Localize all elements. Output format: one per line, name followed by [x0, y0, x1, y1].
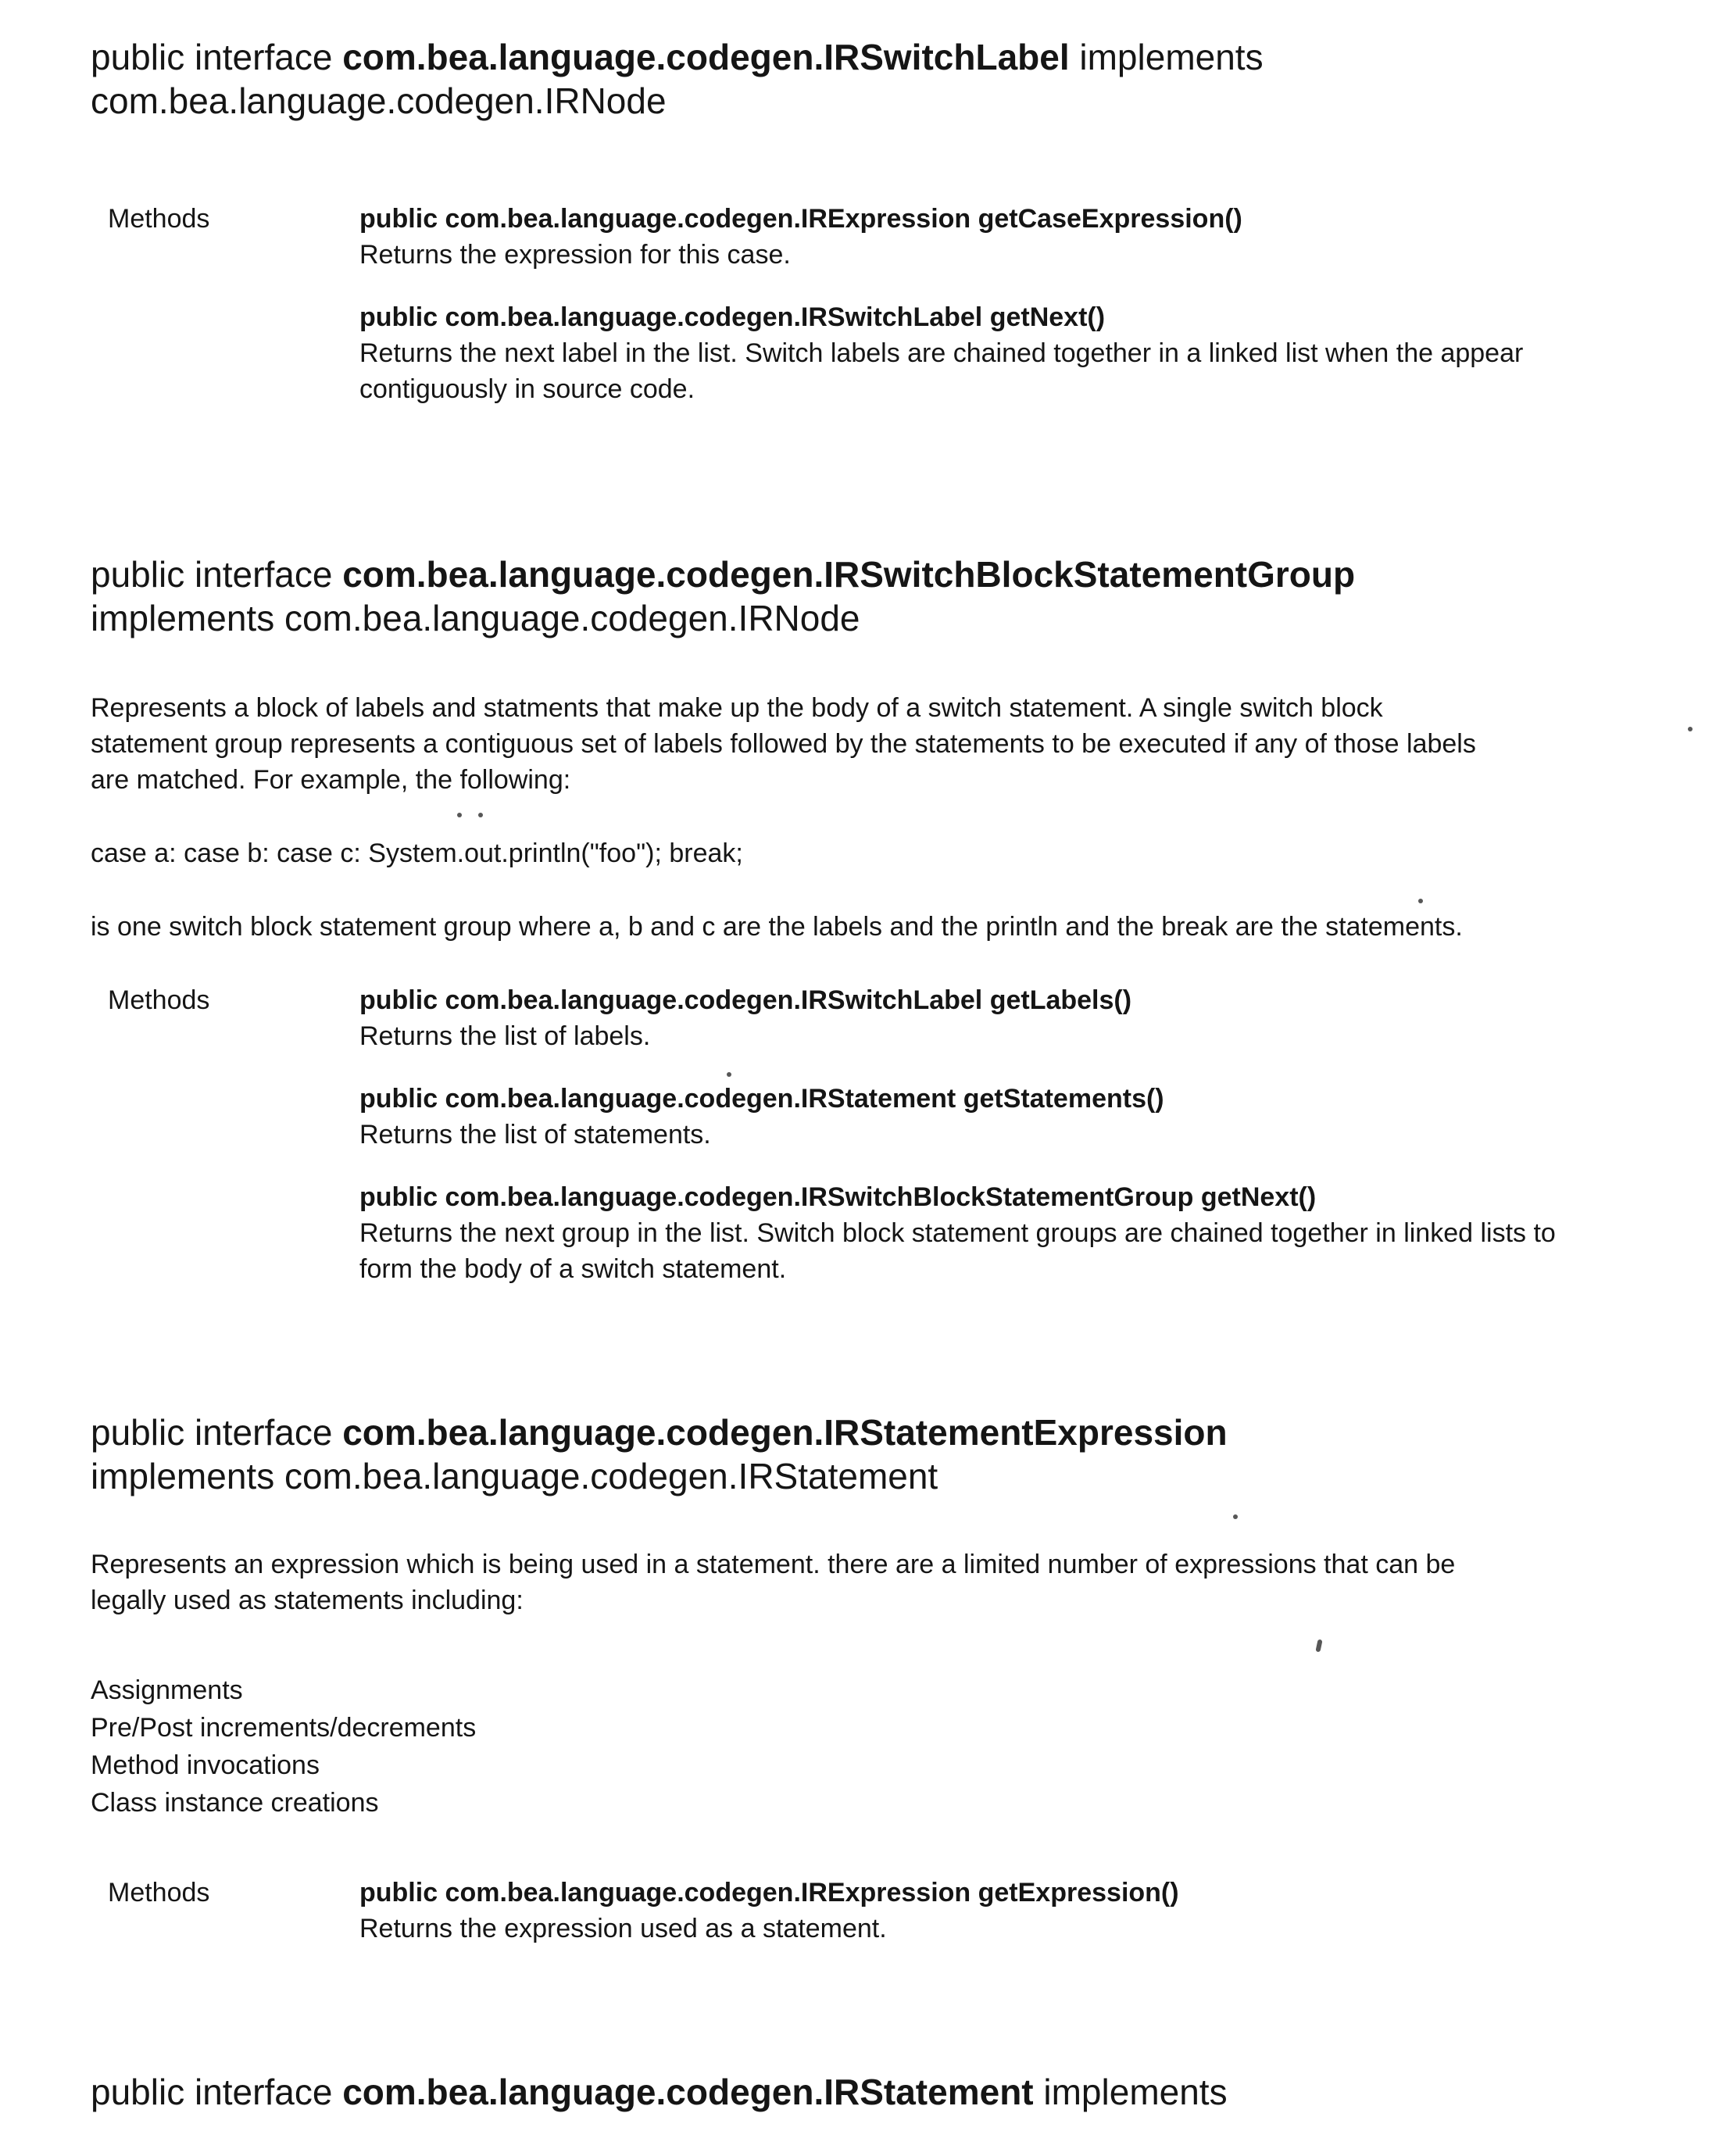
code-example-line: case a: case b: case c: System.out.println("foo"); break; [91, 838, 743, 868]
expression-type-item: Assignments [91, 1675, 243, 1705]
methods-block [91, 201, 1590, 407]
methods-label: Methods [108, 204, 210, 234]
method-signature: public com.bea.language.codegen.IRStatement getStatements() [359, 1084, 1164, 1114]
method-entry [359, 1875, 1590, 1947]
methods-list [359, 982, 1590, 1287]
method-description: Returns the next group in the list. Switch block statement groups are chained together in linked lists to form the body of a switch statement. [359, 1218, 1556, 1284]
interface-name: com.bea.language.codegen.IRStatement [342, 2072, 1034, 2112]
scan-artifact-dot [1688, 727, 1693, 731]
interface-section-irswitchlabel [91, 35, 1590, 407]
method-signature: public com.bea.language.codegen.IRSwitchBlockStatementGroup getNext() [359, 1182, 1317, 1212]
scan-artifact-dot [1233, 1514, 1238, 1519]
expression-type-item: Class instance creations [91, 1788, 379, 1818]
interface-section-irswitchblockstatementgroup [91, 552, 1590, 1287]
scan-artifact-dot [727, 1072, 731, 1077]
method-signature: public com.bea.language.codegen.IRSwitchLabel getNext() [359, 302, 1106, 332]
expression-type-list [91, 1672, 1590, 1822]
method-entry [359, 201, 1590, 273]
heading-line-2: implements com.bea.language.codegen.IRNode [91, 598, 860, 638]
heading-keyword: public interface [91, 1412, 343, 1453]
heading-keyword: public interface [91, 2072, 343, 2112]
method-signature: public com.bea.language.codegen.IRExpression getCaseExpression() [359, 204, 1242, 234]
methods-list [359, 201, 1590, 407]
heading-line-1 [91, 35, 1590, 79]
interface-heading [91, 1411, 1590, 1498]
heading-implements-keyword: implements [1033, 2072, 1228, 2112]
heading-line-2: implements com.bea.language.codegen.IRStatement [91, 1456, 938, 1496]
heading-implements-keyword: implements [1069, 37, 1264, 77]
expression-type-item: Pre/Post increments/decrements [91, 1713, 477, 1743]
interface-heading [91, 35, 1590, 123]
heading-line-1 [91, 2070, 1590, 2114]
method-description: Returns the list of labels. [359, 1021, 651, 1051]
interface-name: com.bea.language.codegen.IRSwitchLabel [342, 37, 1070, 77]
interface-heading [91, 2070, 1590, 2114]
scan-artifact-dot [1418, 899, 1423, 903]
scan-artifact-dot [457, 813, 462, 817]
method-description: Returns the list of statements. [359, 1120, 711, 1150]
method-entry [359, 299, 1590, 407]
method-signature: public com.bea.language.codegen.IRSwitchLabel getLabels() [359, 985, 1132, 1015]
method-signature: public com.bea.language.codegen.IRExpression getExpression() [359, 1878, 1179, 1908]
methods-block [91, 1875, 1590, 1947]
heading-keyword: public interface [91, 554, 343, 595]
interface-name: com.bea.language.codegen.IRSwitchBlockStatementGroup [342, 554, 1356, 595]
method-entry [359, 982, 1590, 1054]
method-entry [359, 1179, 1590, 1287]
method-description: Returns the expression for this case. [359, 240, 791, 270]
method-description: Returns the expression used as a statement. [359, 1914, 887, 1943]
methods-block [91, 982, 1590, 1287]
heading-line-1 [91, 1411, 1590, 1454]
interface-section-irstatement [91, 2070, 1590, 2114]
methods-label: Methods [108, 985, 210, 1015]
description-paragraph: Represents an expression which is being used in a statement. there are a limited number of expressions that can be legally used as statements including: [91, 1550, 1456, 1615]
methods-label: Methods [108, 1878, 210, 1908]
interface-section-irstatementexpression [91, 1411, 1590, 1947]
heading-line-1 [91, 552, 1590, 596]
heading-line-2: com.bea.language.codegen.IRNode [91, 80, 667, 121]
heading-keyword: public interface [91, 37, 343, 77]
interface-heading [91, 552, 1590, 640]
scan-artifact-dot [478, 813, 483, 817]
description-paragraph: Represents a block of labels and statments that make up the body of a switch statement. A single switch block statement group represents a contiguous set of labels followed by the statements to be executed if any of those labels are matched. For example, the following: [91, 693, 1476, 795]
methods-list [359, 1875, 1590, 1947]
description-paragraph: is one switch block statement group where a, b and c are the labels and the println and the break are the statements. [91, 912, 1463, 942]
method-description: Returns the next label in the list. Switch labels are chained together in a linked list when the appear contiguously in source code. [359, 338, 1524, 404]
expression-type-item: Method invocations [91, 1750, 320, 1780]
method-entry [359, 1081, 1590, 1153]
interface-name: com.bea.language.codegen.IRStatementExpression [342, 1412, 1228, 1453]
